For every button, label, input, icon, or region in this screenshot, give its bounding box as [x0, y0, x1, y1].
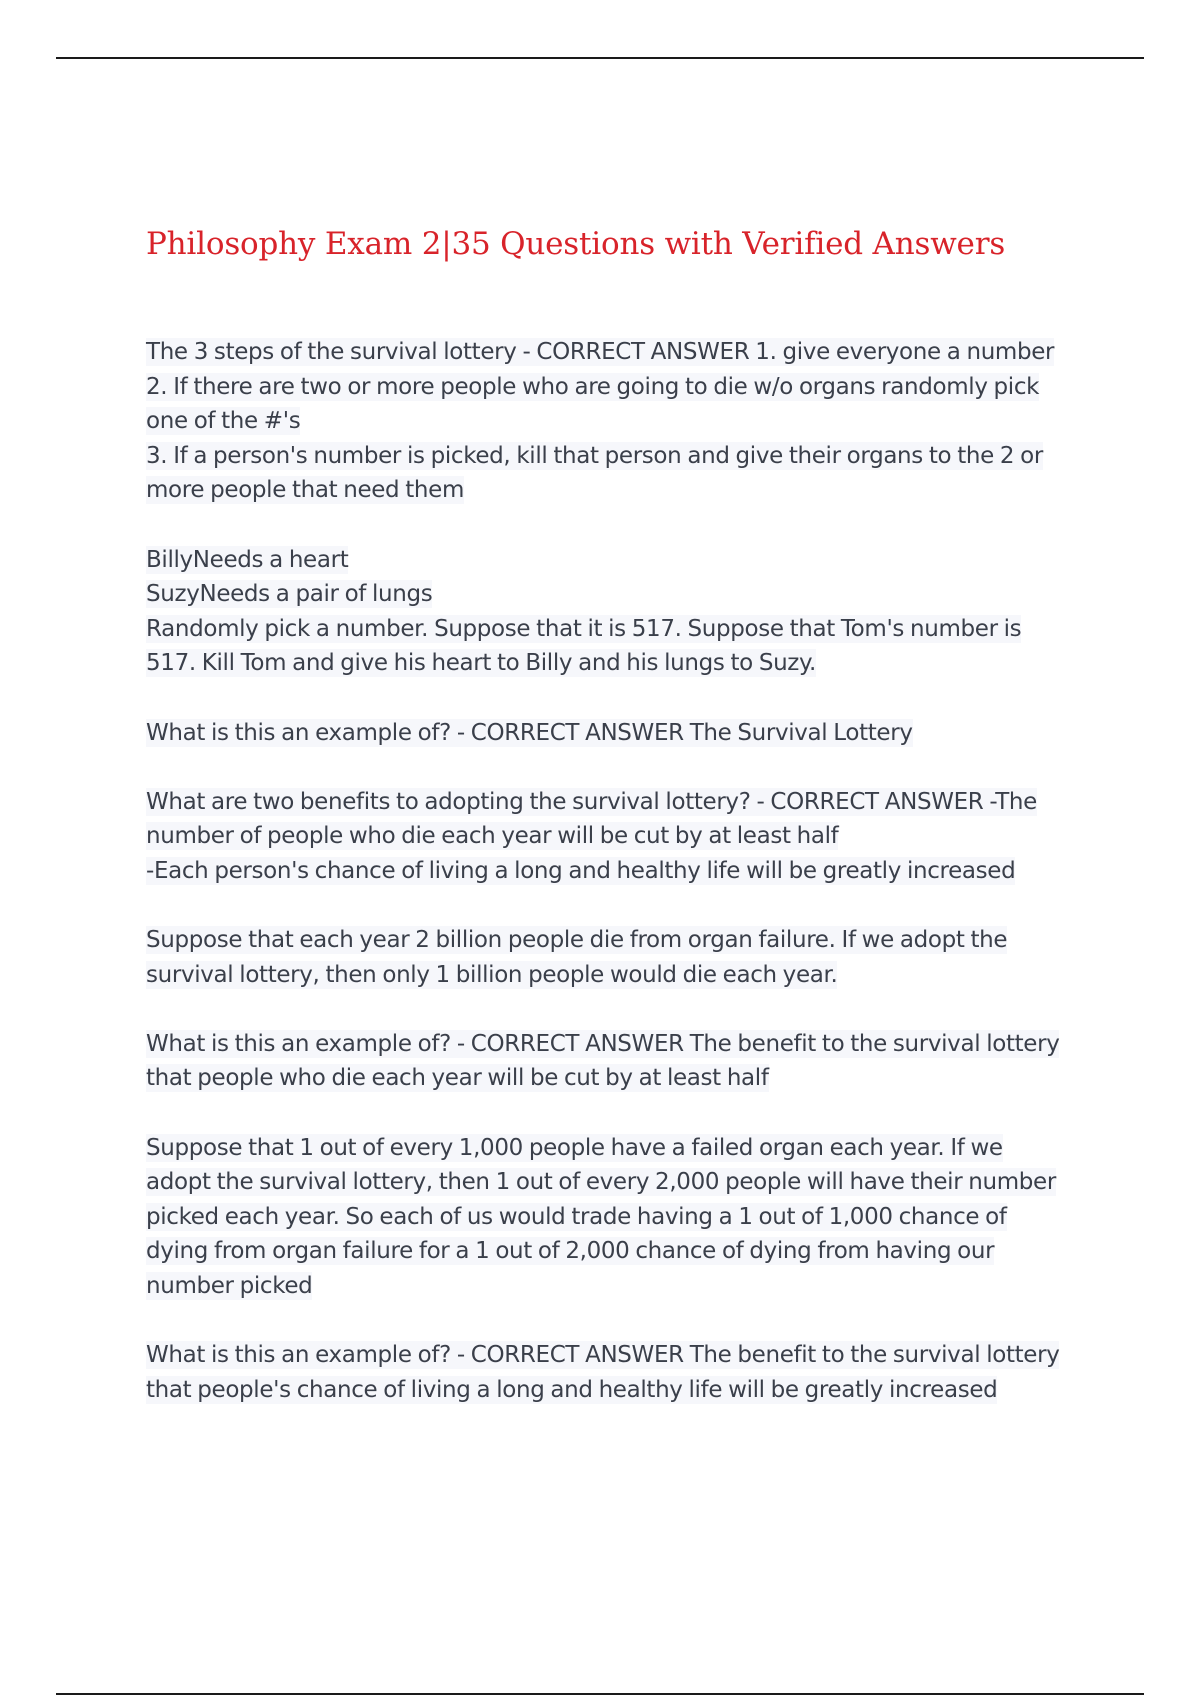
text-line-content: 2. If there are two or more people who are going to die w/o organs randomly pick [146, 373, 1040, 400]
text-line-content: What is this an example of? - CORRECT ANSWER The benefit to the survival lottery [146, 1030, 1060, 1057]
text-line-content: survival lottery, then only 1 billion people would die each year. [146, 961, 838, 988]
text-line [146, 646, 1106, 681]
text-line-content: that people who die each year will be cut by at least half [146, 1065, 769, 1092]
header-rule [56, 57, 1144, 59]
document-title: Philosophy Exam 2|35 Questions with Verified Answers [146, 226, 1006, 262]
text-line [146, 1234, 1106, 1269]
text-line [146, 1131, 1106, 1166]
qa-paragraph [146, 335, 1106, 508]
footer-rule [56, 1693, 1144, 1695]
text-line [146, 854, 1106, 889]
qa-paragraph [146, 543, 1106, 681]
text-line [146, 819, 1106, 854]
qa-paragraph [146, 716, 1106, 751]
text-line [146, 1027, 1106, 1062]
text-line [146, 923, 1106, 958]
text-line [146, 785, 1106, 820]
text-line [146, 370, 1106, 405]
text-line [146, 439, 1106, 474]
text-line-content: -Each person's chance of living a long and healthy life will be greatly increased [146, 857, 1016, 884]
text-line [146, 1061, 1106, 1096]
qa-paragraph [146, 1338, 1106, 1407]
text-line-content: BillyNeeds a heart [146, 546, 349, 573]
text-line-content: SuzyNeeds a pair of lungs [146, 581, 433, 608]
text-line [146, 543, 1106, 578]
text-line-content: What are two benefits to adopting the survival lottery? - CORRECT ANSWER -The [146, 788, 1037, 815]
text-line-content: one of the #'s [146, 408, 301, 435]
text-line-content: Suppose that each year 2 billion people die from organ failure. If we adopt the [146, 927, 1008, 954]
text-line-content: Suppose that 1 out of every 1,000 people have a failed organ each year. If we [146, 1134, 1003, 1161]
text-line [146, 404, 1106, 439]
text-line-content: Randomly pick a number. Suppose that it is 517. Suppose that Tom's number is [146, 615, 1022, 642]
text-line-content: more people that need them [146, 477, 465, 504]
text-line-content: adopt the survival lottery, then 1 out of every 2,000 people will have their number [146, 1169, 1056, 1196]
qa-paragraph [146, 1131, 1106, 1304]
text-line-content: that people's chance of living a long and healthy life will be greatly increased [146, 1376, 998, 1403]
qa-paragraph [146, 785, 1106, 889]
text-line-content: number of people who die each year will be cut by at least half [146, 823, 839, 850]
text-line-content: number picked [146, 1273, 313, 1300]
text-line [146, 1165, 1106, 1200]
text-line-content: What is this an example of? - CORRECT ANSWER The benefit to the survival lottery [146, 1342, 1060, 1369]
text-line-content: picked each year. So each of us would trade having a 1 out of 1,000 chance of [146, 1203, 1007, 1230]
qa-paragraph [146, 1027, 1106, 1096]
document-body [146, 335, 1106, 1442]
text-line-content: 517. Kill Tom and give his heart to Billy and his lungs to Suzy. [146, 650, 816, 677]
text-line [146, 612, 1106, 647]
text-line [146, 1200, 1106, 1235]
text-line [146, 1269, 1106, 1304]
text-line [146, 335, 1106, 370]
text-line [146, 1338, 1106, 1373]
text-line [146, 473, 1106, 508]
text-line-content: What is this an example of? - CORRECT ANSWER The Survival Lottery [146, 719, 913, 746]
text-line [146, 577, 1106, 612]
text-line-content: The 3 steps of the survival lottery - CORRECT ANSWER 1. give everyone a number [146, 339, 1055, 365]
text-line [146, 716, 1106, 751]
text-line-content: dying from organ failure for a 1 out of 2,000 chance of dying from having our [146, 1238, 995, 1265]
text-line [146, 958, 1106, 993]
qa-paragraph [146, 923, 1106, 992]
text-line [146, 1373, 1106, 1408]
text-line-content: 3. If a person's number is picked, kill that person and give their organs to the 2 or [146, 442, 1043, 469]
